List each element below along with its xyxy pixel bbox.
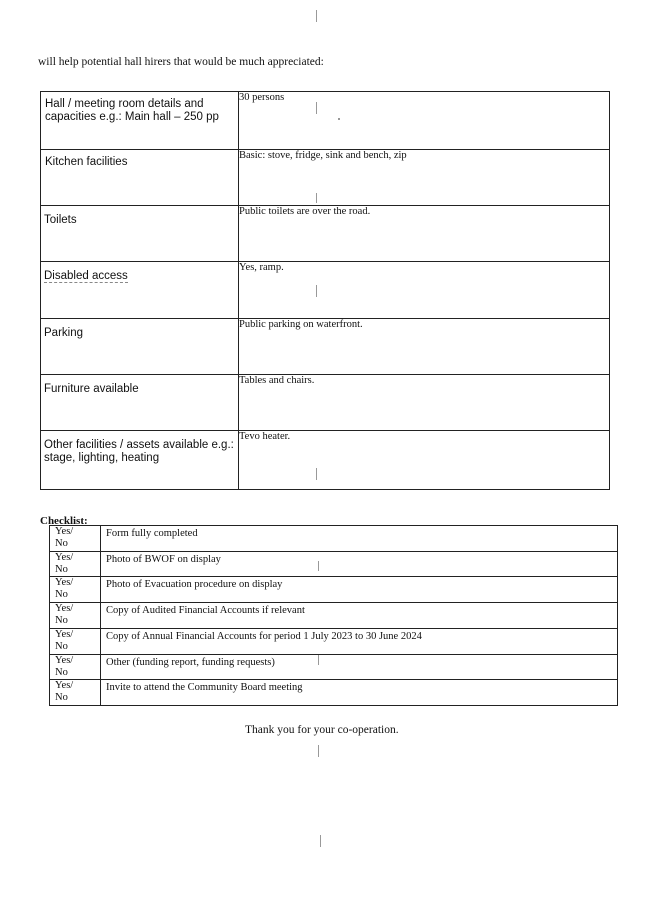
checklist-item: Photo of Evacuation procedure on display — [101, 577, 618, 603]
table-row — [50, 526, 618, 552]
checklist-title: Checklist: — [40, 515, 88, 527]
table-row — [50, 680, 618, 706]
details-value: Basic: stove, fridge, sink and bench, zip — [239, 150, 610, 206]
checklist-item: Copy of Annual Financial Accounts for period 1 July 2023 to 30 June 2024 — [101, 628, 618, 654]
intro-text: will help potential hall hirers that would be much appreciated: — [38, 56, 324, 68]
checklist-item: Other (funding report, funding requests) — [101, 654, 618, 680]
checklist-item: Copy of Audited Financial Accounts if relevant — [101, 603, 618, 629]
table-row — [41, 206, 610, 262]
scan-artifact — [316, 468, 317, 480]
table-row — [50, 577, 618, 603]
yes-no-option[interactable]: Yes/ No — [50, 526, 101, 552]
details-label — [41, 262, 239, 319]
checklist-item: Form fully completed — [101, 526, 618, 552]
scan-artifact — [320, 835, 321, 847]
checklist-item: Invite to attend the Community Board meeting — [101, 680, 618, 706]
scan-artifact — [316, 102, 317, 114]
scan-artifact — [318, 561, 319, 571]
details-value: Tables and chairs. — [239, 375, 610, 431]
table-row — [41, 375, 610, 431]
thank-you-note: Thank you for your co-operation. — [245, 724, 399, 736]
scan-artifact — [316, 10, 317, 22]
table-row — [41, 319, 610, 375]
details-label: Parking — [41, 319, 239, 375]
yes-no-option[interactable]: Yes/ No — [50, 577, 101, 603]
scan-artifact — [338, 118, 340, 120]
details-label: Kitchen facilities — [41, 150, 239, 206]
details-label: Other facilities / assets available e.g.: stage, lighting, heating — [41, 431, 239, 490]
facility-details-table — [40, 91, 610, 490]
yes-no-option[interactable]: Yes/ No — [50, 628, 101, 654]
yes-no-option[interactable]: Yes/ No — [50, 603, 101, 629]
table-row — [50, 654, 618, 680]
details-value: Public toilets are over the road. — [239, 206, 610, 262]
checklist-item: Photo of BWOF on display — [101, 551, 618, 577]
details-label: Toilets — [41, 206, 239, 262]
yes-no-option[interactable]: Yes/ No — [50, 680, 101, 706]
scan-artifact — [318, 745, 319, 757]
table-row — [41, 150, 610, 206]
details-label: Hall / meeting room details and capacities e.g.: Main hall – 250 pp — [41, 92, 239, 150]
scan-artifact — [316, 193, 317, 203]
yes-no-option[interactable]: Yes/ No — [50, 654, 101, 680]
table-row — [50, 628, 618, 654]
disabled-access-label: Disabled access — [44, 270, 128, 282]
details-value: Tevo heater. — [239, 431, 610, 490]
yes-no-option[interactable]: Yes/ No — [50, 551, 101, 577]
scan-artifact — [318, 655, 319, 665]
table-row — [41, 92, 610, 150]
scan-artifact — [316, 285, 317, 297]
table-row — [41, 262, 610, 319]
details-value: 30 persons — [239, 92, 610, 150]
details-value: Public parking on waterfront. — [239, 319, 610, 375]
checklist-table — [49, 525, 618, 706]
details-label: Furniture available — [41, 375, 239, 431]
table-row — [50, 603, 618, 629]
details-value: Yes, ramp. — [239, 262, 610, 319]
table-row — [41, 431, 610, 490]
table-row — [50, 551, 618, 577]
